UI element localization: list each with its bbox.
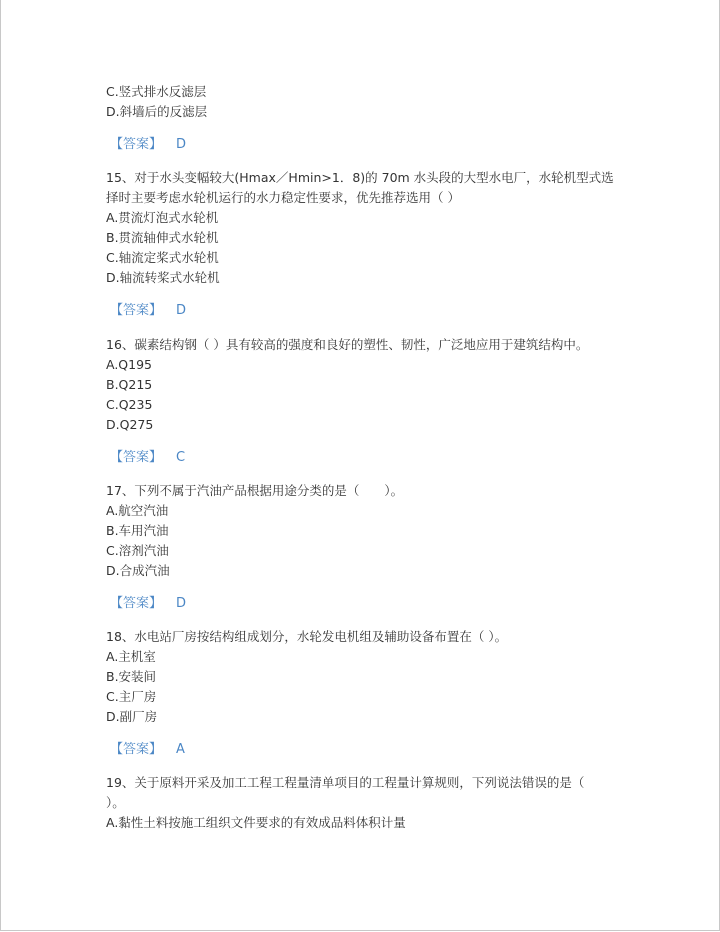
question-16-option-c: C.Q235 [106,397,153,412]
answer-label: 【答案】 [110,450,163,465]
answer-line [110,137,186,153]
answer-value: D [176,137,187,152]
answer-label: 【答案】 [110,137,163,152]
question-15-option-d: D.轴流转桨式水轮机 [106,270,220,285]
question-17-answer [110,596,186,612]
option-c: C.竖式排水反滤层 [106,84,207,99]
question-15-option-a: A.贯流灯泡式水轮机 [106,210,219,225]
question-19-option-a: A.黏性土料按施工组织文件要求的有效成品料体积计量 [106,815,406,830]
question-16-option-d: D.Q275 [106,417,154,432]
question-18-option-b: B.安装间 [106,669,157,684]
answer-label: 【答案】 [110,742,163,757]
question-18-option-a: A.主机室 [106,649,156,664]
question-16-option-b: B.Q215 [106,377,153,392]
answer-label: 【答案】 [110,303,163,318]
question-17-text: 17、下列不属于汽油产品根据用途分类的是（ ）。 [106,483,404,498]
question-17-option-d: D.合成汽油 [106,563,170,578]
question-17-option-c: C.溶剂汽油 [106,543,169,558]
option-d: D.斜墙后的反滤层 [106,104,208,119]
answer-value: D [176,596,187,611]
question-19-text-line-2: ）。 [106,795,125,810]
question-19-text-line-1: 19、关于原料开采及加工工程工程量清单项目的工程量计算规则，下列说法错误的是（ [106,775,585,790]
question-15-option-b: B.贯流轴伸式水轮机 [106,230,219,245]
question-15-text-line-1: 15、对于水头变幅较大(Hmax／Hmin>1．8)的 70m 水头段的大型水电厂，水轮机型式选 [106,170,614,185]
answer-value: D [176,303,187,318]
question-16-option-a: A.Q195 [106,357,153,372]
question-15-answer [110,303,186,319]
answer-value: A [176,742,185,757]
question-16-text: 16、碳素结构钢（ ）具有较高的强度和良好的塑性、韧性，广泛地应用于建筑结构中。 [106,337,589,352]
question-18-text: 18、水电站厂房按结构组成划分，水轮发电机组及辅助设备布置在（ ）。 [106,629,508,644]
question-18-option-c: C.主厂房 [106,689,157,704]
question-18-answer [110,742,185,758]
question-15-option-c: C.轴流定桨式水轮机 [106,250,219,265]
question-16-answer [110,450,185,466]
question-17-option-a: A.航空汽油 [106,503,169,518]
answer-value: C [176,450,186,465]
question-18-option-d: D.副厂房 [106,709,158,724]
question-17-option-b: B.车用汽油 [106,523,169,538]
answer-label: 【答案】 [110,596,163,611]
question-15-text-line-2: 择时主要考虑水轮机运行的水力稳定性要求，优先推荐选用（ ） [106,190,460,205]
